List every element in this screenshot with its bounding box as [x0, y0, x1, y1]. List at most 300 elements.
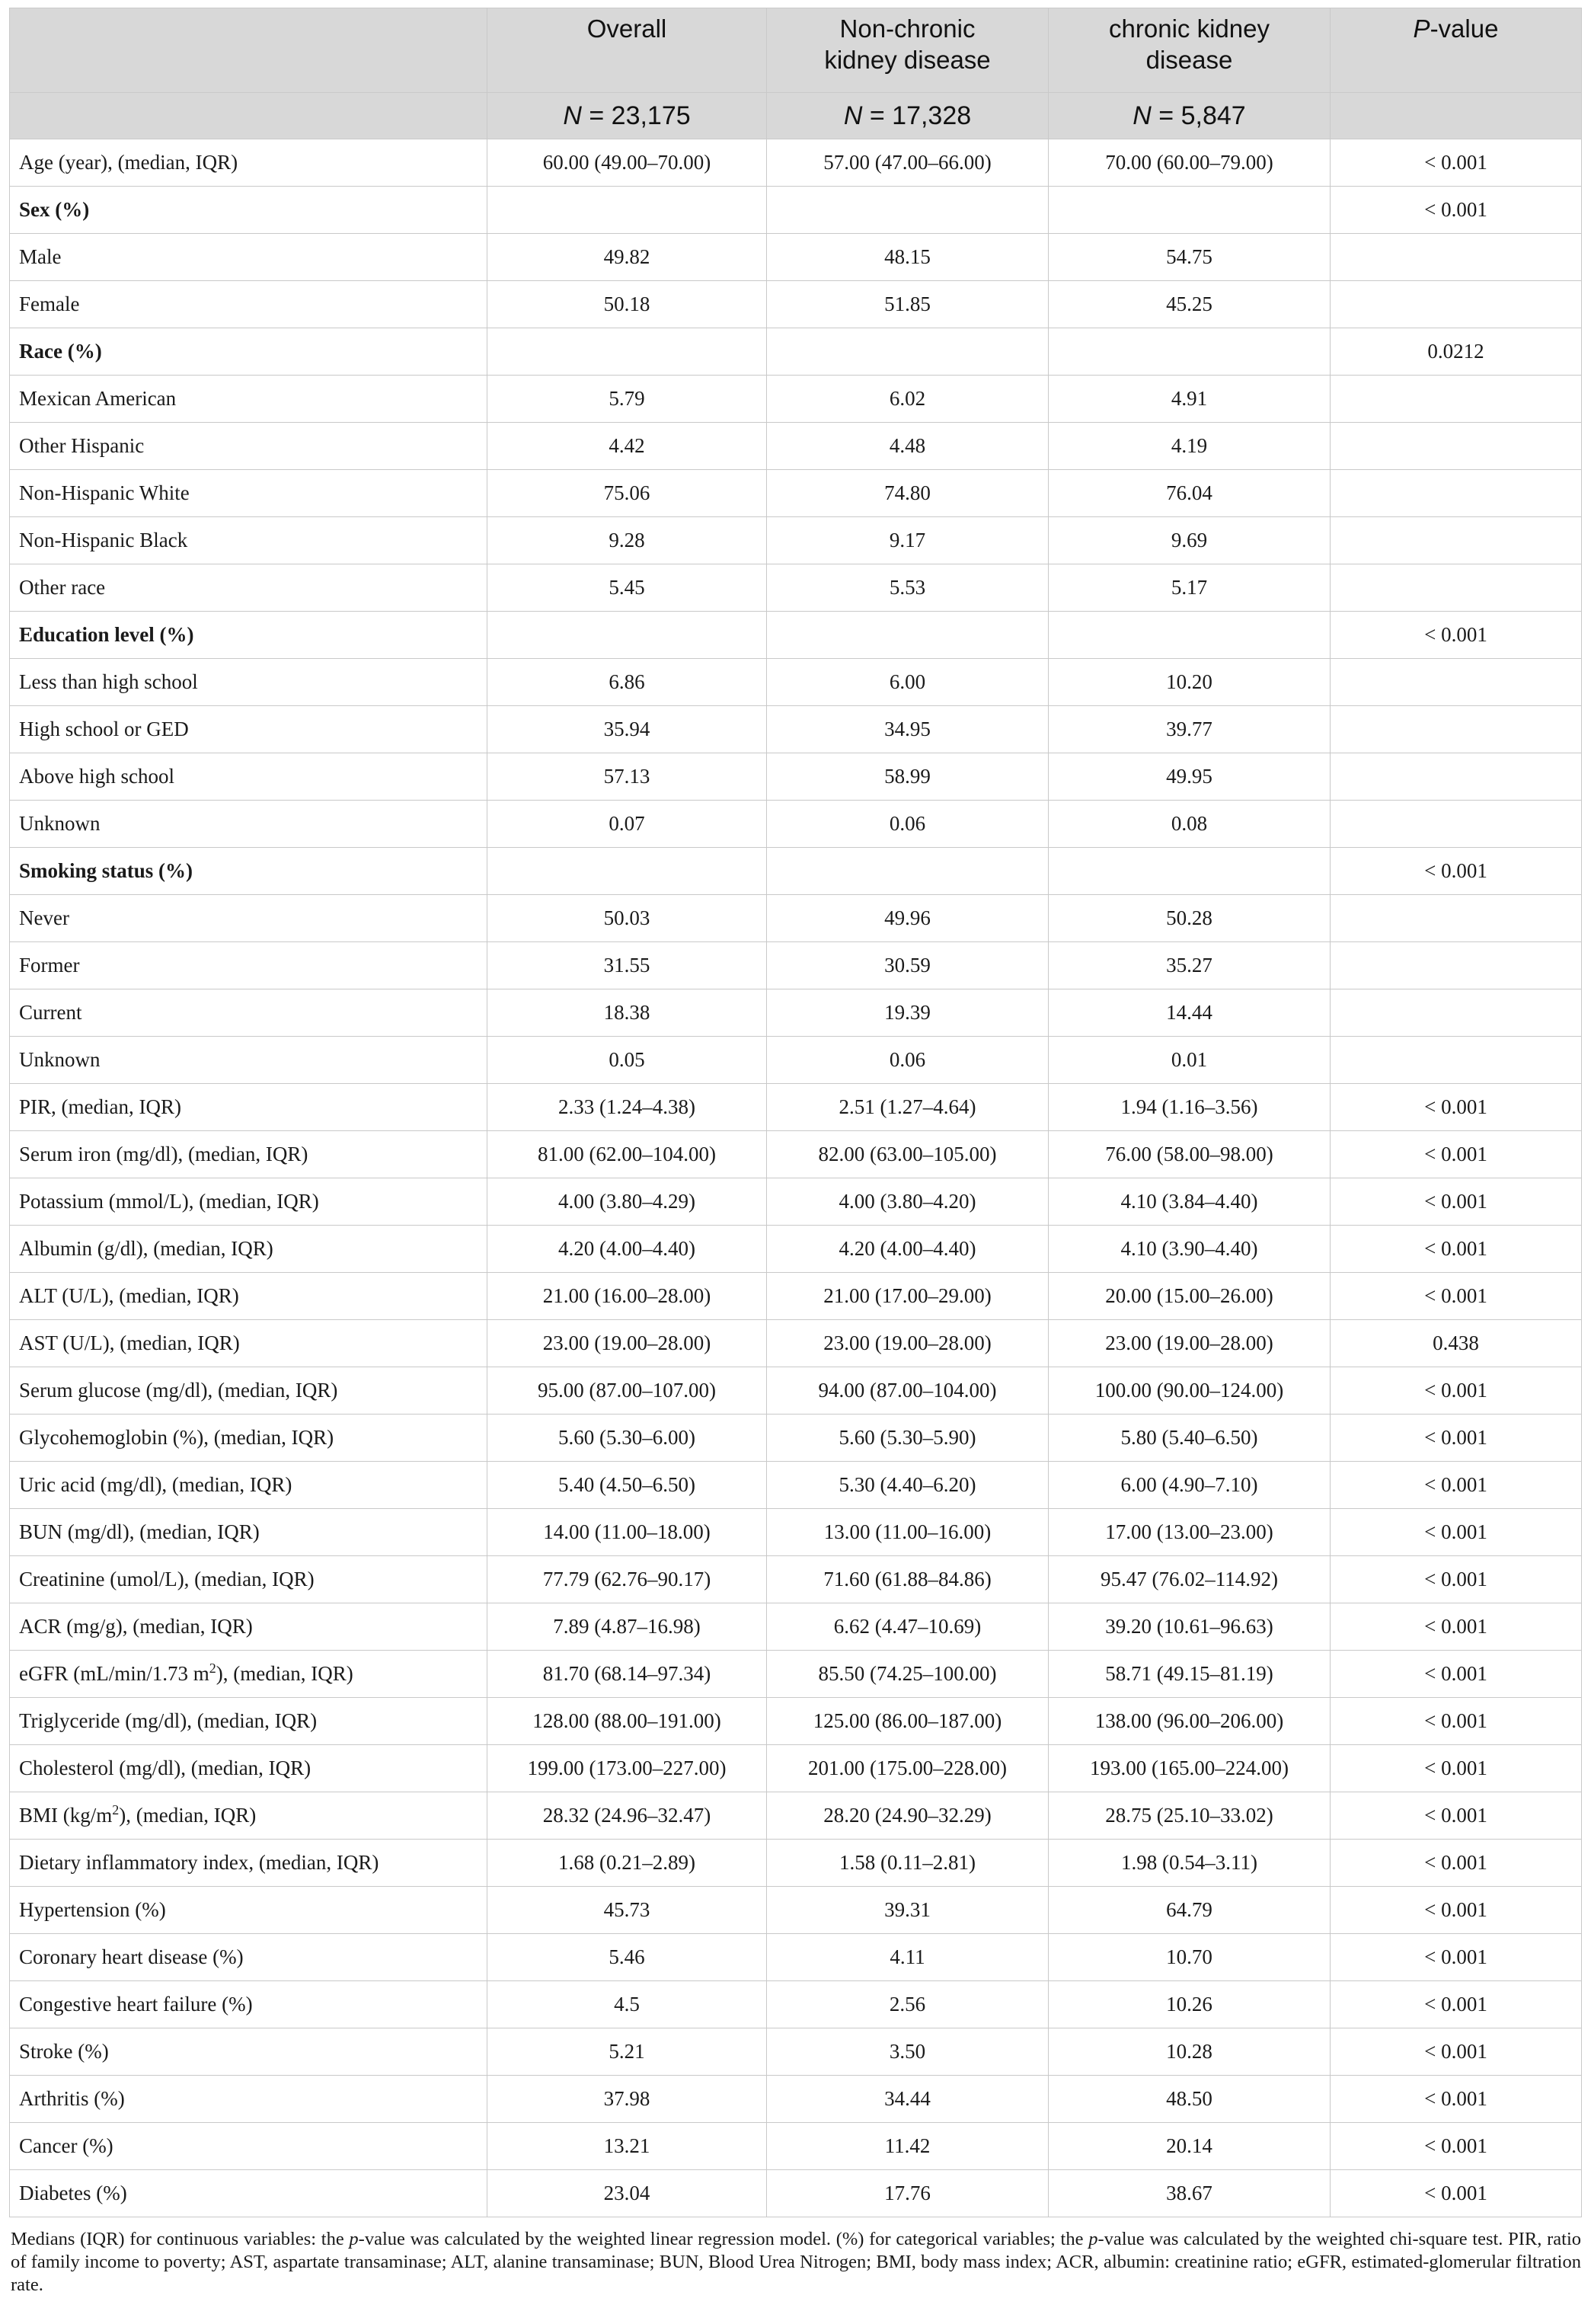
- cell-ckd: 10.20: [1049, 659, 1331, 706]
- cell-ckd: 76.04: [1049, 470, 1331, 517]
- row-label: [10, 1792, 487, 1840]
- cell-ckd: 0.01: [1049, 1037, 1331, 1084]
- row-label: [10, 423, 487, 470]
- cell-non-ckd: 23.00 (19.00–28.00): [767, 1320, 1049, 1367]
- header-ckd-line1: chronic kidney: [1109, 14, 1270, 43]
- cell-ckd: 45.25: [1049, 281, 1331, 328]
- row-label-text: Arthritis (%): [19, 2087, 125, 2110]
- cell-overall: [487, 187, 767, 234]
- cell-p-value: < 0.001: [1331, 139, 1582, 187]
- row-label: [10, 1462, 487, 1509]
- row-label-text: Creatinine (umol/L), (median, IQR): [19, 1568, 315, 1590]
- cell-p-value: < 0.001: [1331, 1698, 1582, 1745]
- row-label: [10, 801, 487, 848]
- cell-non-ckd: 0.06: [767, 801, 1049, 848]
- cell-overall: [487, 328, 767, 376]
- footnote-p-italic-2: p: [1088, 2229, 1098, 2249]
- row-label-text: Potassium (mmol/L), (median, IQR): [19, 1190, 319, 1213]
- cell-non-ckd: 19.39: [767, 989, 1049, 1037]
- cell-p-value: [1331, 753, 1582, 801]
- row-label-text: Male: [19, 245, 62, 268]
- cell-ckd: 76.00 (58.00–98.00): [1049, 1131, 1331, 1178]
- cell-non-ckd: 94.00 (87.00–104.00): [767, 1367, 1049, 1415]
- header-non-ckd: [767, 8, 1049, 93]
- row-label: [10, 139, 487, 187]
- table-row: [10, 1226, 1582, 1273]
- cell-overall: 5.79: [487, 376, 767, 423]
- row-label: [10, 659, 487, 706]
- row-label-text: Current: [19, 1001, 82, 1024]
- cell-non-ckd: [767, 612, 1049, 659]
- table-row: [10, 2123, 1582, 2170]
- cell-p-value: < 0.001: [1331, 1792, 1582, 1840]
- cell-ckd: 5.17: [1049, 564, 1331, 612]
- row-label: [10, 564, 487, 612]
- cell-overall: 57.13: [487, 753, 767, 801]
- row-label-text: Serum glucose (mg/dl), (median, IQR): [19, 1379, 338, 1402]
- header-overall: Overall: [487, 8, 767, 93]
- row-label: [10, 470, 487, 517]
- table-row: [10, 1367, 1582, 1415]
- cell-non-ckd: 125.00 (86.00–187.00): [767, 1698, 1049, 1745]
- cell-p-value: < 0.001: [1331, 1651, 1582, 1698]
- cell-overall: 77.79 (62.76–90.17): [487, 1556, 767, 1603]
- cell-non-ckd: 11.42: [767, 2123, 1049, 2170]
- header-non-ckd-line1: Non-chronic: [839, 14, 976, 43]
- row-label: [10, 1273, 487, 1320]
- n-ckd: [1049, 93, 1331, 139]
- header-non-ckd-line2: kidney disease: [824, 46, 991, 74]
- header-ckd: [1049, 8, 1331, 93]
- row-label-text: ALT (U/L), (median, IQR): [19, 1284, 239, 1307]
- row-label: [10, 1178, 487, 1226]
- row-label: [10, 2076, 487, 2123]
- cell-p-value: < 0.001: [1331, 2028, 1582, 2076]
- table-row: [10, 848, 1582, 895]
- cell-ckd: 9.69: [1049, 517, 1331, 564]
- header-row-groups: [10, 8, 1582, 93]
- header-blank-cell-2: [10, 93, 487, 139]
- table-row: [10, 753, 1582, 801]
- cell-overall: 4.20 (4.00–4.40): [487, 1226, 767, 1273]
- cell-ckd: 4.19: [1049, 423, 1331, 470]
- cell-overall: 14.00 (11.00–18.00): [487, 1509, 767, 1556]
- row-label-text: Race (%): [19, 340, 102, 363]
- row-label-text: Albumin (g/dl), (median, IQR): [19, 1237, 273, 1260]
- cell-ckd: 38.67: [1049, 2170, 1331, 2217]
- row-label-text: High school or GED: [19, 718, 189, 740]
- table-row: [10, 1934, 1582, 1981]
- cell-p-value: [1331, 1037, 1582, 1084]
- row-label: [10, 1603, 487, 1651]
- row-label: [10, 1226, 487, 1273]
- cell-non-ckd: 17.76: [767, 2170, 1049, 2217]
- cell-p-value: < 0.001: [1331, 848, 1582, 895]
- cell-ckd: 23.00 (19.00–28.00): [1049, 1320, 1331, 1367]
- cell-non-ckd: 82.00 (63.00–105.00): [767, 1131, 1049, 1178]
- row-label-text: Non-Hispanic Black: [19, 529, 188, 551]
- table-row: [10, 187, 1582, 234]
- cell-p-value: < 0.001: [1331, 187, 1582, 234]
- cell-ckd: 5.80 (5.40–6.50): [1049, 1415, 1331, 1462]
- cell-ckd: [1049, 187, 1331, 234]
- row-label-text: Dietary inflammatory index, (median, IQR): [19, 1851, 379, 1874]
- cell-non-ckd: 4.48: [767, 423, 1049, 470]
- cell-overall: 4.42: [487, 423, 767, 470]
- row-label: [10, 1320, 487, 1367]
- row-label: [10, 1131, 487, 1178]
- cell-overall: 128.00 (88.00–191.00): [487, 1698, 767, 1745]
- row-label-text: Diabetes (%): [19, 2182, 127, 2204]
- cell-overall: 4.00 (3.80–4.29): [487, 1178, 767, 1226]
- cell-ckd: 64.79: [1049, 1887, 1331, 1934]
- row-label-text: Never: [19, 906, 69, 929]
- table-row: [10, 376, 1582, 423]
- cell-non-ckd: 34.44: [767, 2076, 1049, 2123]
- cell-ckd: [1049, 848, 1331, 895]
- table-row: [10, 1320, 1582, 1367]
- row-label-superscript: 2: [209, 1661, 216, 1676]
- row-label-superscript: 2: [112, 1802, 120, 1817]
- table-row: [10, 1840, 1582, 1887]
- table-row: [10, 1037, 1582, 1084]
- table-row: [10, 1178, 1582, 1226]
- cell-overall: 60.00 (49.00–70.00): [487, 139, 767, 187]
- cell-ckd: 39.77: [1049, 706, 1331, 753]
- cell-p-value: [1331, 989, 1582, 1037]
- cell-p-value: < 0.001: [1331, 1745, 1582, 1792]
- cell-p-value: [1331, 801, 1582, 848]
- cell-non-ckd: 34.95: [767, 706, 1049, 753]
- cell-overall: 23.04: [487, 2170, 767, 2217]
- row-label-text: BMI (kg/m: [19, 1804, 113, 1827]
- table-row: [10, 1651, 1582, 1698]
- cell-p-value: 0.0212: [1331, 328, 1582, 376]
- row-label-text: Age (year), (median, IQR): [19, 151, 238, 174]
- row-label: [10, 1084, 487, 1131]
- cell-overall: 4.5: [487, 1981, 767, 2028]
- header-p-value: [1331, 8, 1582, 93]
- n-label: N: [843, 101, 863, 130]
- cell-ckd: 10.26: [1049, 1981, 1331, 2028]
- table-row: [10, 612, 1582, 659]
- cell-p-value: 0.438: [1331, 1320, 1582, 1367]
- n-non-ckd-value: = 17,328: [862, 101, 972, 130]
- table-body: [10, 139, 1582, 2217]
- row-label-text: BUN (mg/dl), (median, IQR): [19, 1520, 260, 1543]
- row-label-text: AST (U/L), (median, IQR): [19, 1331, 240, 1354]
- cell-p-value: < 0.001: [1331, 1415, 1582, 1462]
- table-row: [10, 2028, 1582, 2076]
- cell-p-value: < 0.001: [1331, 1934, 1582, 1981]
- table-row: [10, 139, 1582, 187]
- row-label: [10, 1556, 487, 1603]
- cell-ckd: 4.91: [1049, 376, 1331, 423]
- table-row: [10, 942, 1582, 989]
- cell-non-ckd: 39.31: [767, 1887, 1049, 1934]
- cell-non-ckd: 5.53: [767, 564, 1049, 612]
- row-label: [10, 989, 487, 1037]
- cell-overall: 0.07: [487, 801, 767, 848]
- row-label-text: Congestive heart failure (%): [19, 1993, 253, 2016]
- cell-non-ckd: 4.00 (3.80–4.20): [767, 1178, 1049, 1226]
- row-label: [10, 1934, 487, 1981]
- cell-ckd: 49.95: [1049, 753, 1331, 801]
- cell-non-ckd: 71.60 (61.88–84.86): [767, 1556, 1049, 1603]
- table-row: [10, 659, 1582, 706]
- row-label: [10, 281, 487, 328]
- cell-overall: 31.55: [487, 942, 767, 989]
- row-label: [10, 1981, 487, 2028]
- cell-ckd: 48.50: [1049, 2076, 1331, 2123]
- cell-overall: 1.68 (0.21–2.89): [487, 1840, 767, 1887]
- footnote-p-italic-1: p: [349, 2229, 359, 2249]
- row-label: [10, 942, 487, 989]
- table-row: [10, 2170, 1582, 2217]
- row-label: [10, 376, 487, 423]
- table-header: [10, 8, 1582, 139]
- table-row: [10, 706, 1582, 753]
- row-label-text: Other Hispanic: [19, 434, 145, 457]
- row-label-text: Cholesterol (mg/dl), (median, IQR): [19, 1757, 311, 1779]
- cell-p-value: [1331, 706, 1582, 753]
- cell-non-ckd: 30.59: [767, 942, 1049, 989]
- cell-p-value: < 0.001: [1331, 1603, 1582, 1651]
- cell-p-value: [1331, 942, 1582, 989]
- row-label: [10, 1698, 487, 1745]
- cell-ckd: 4.10 (3.84–4.40): [1049, 1178, 1331, 1226]
- row-label: [10, 1651, 487, 1698]
- cell-non-ckd: 2.51 (1.27–4.64): [767, 1084, 1049, 1131]
- cell-p-value: [1331, 234, 1582, 281]
- cell-p-value: < 0.001: [1331, 1840, 1582, 1887]
- table-row: [10, 1745, 1582, 1792]
- row-label: [10, 1509, 487, 1556]
- cell-non-ckd: 6.62 (4.47–10.69): [767, 1603, 1049, 1651]
- cell-overall: 2.33 (1.24–4.38): [487, 1084, 767, 1131]
- cell-overall: 81.70 (68.14–97.34): [487, 1651, 767, 1698]
- row-label-text-after: ), (median, IQR): [216, 1662, 353, 1685]
- cell-non-ckd: 6.02: [767, 376, 1049, 423]
- row-label-text: Non-Hispanic White: [19, 481, 190, 504]
- cell-overall: 5.21: [487, 2028, 767, 2076]
- cell-p-value: [1331, 895, 1582, 942]
- cell-p-value: < 0.001: [1331, 1981, 1582, 2028]
- cell-overall: 0.05: [487, 1037, 767, 1084]
- cell-non-ckd: 48.15: [767, 234, 1049, 281]
- row-label-text: PIR, (median, IQR): [19, 1095, 181, 1118]
- cell-ckd: 54.75: [1049, 234, 1331, 281]
- row-label: [10, 2028, 487, 2076]
- cell-non-ckd: 201.00 (175.00–228.00): [767, 1745, 1049, 1792]
- cell-non-ckd: 6.00: [767, 659, 1049, 706]
- cell-ckd: 0.08: [1049, 801, 1331, 848]
- cell-non-ckd: 28.20 (24.90–32.29): [767, 1792, 1049, 1840]
- cell-overall: 35.94: [487, 706, 767, 753]
- cell-non-ckd: 51.85: [767, 281, 1049, 328]
- cell-overall: 21.00 (16.00–28.00): [487, 1273, 767, 1320]
- row-label-text: Unknown: [19, 812, 101, 835]
- cell-non-ckd: 3.50: [767, 2028, 1049, 2076]
- cell-overall: 49.82: [487, 234, 767, 281]
- table-row: [10, 328, 1582, 376]
- cell-non-ckd: 85.50 (74.25–100.00): [767, 1651, 1049, 1698]
- cell-overall: 45.73: [487, 1887, 767, 1934]
- cell-p-value: < 0.001: [1331, 2076, 1582, 2123]
- cell-p-value: [1331, 281, 1582, 328]
- row-label-text: Coronary heart disease (%): [19, 1945, 244, 1968]
- row-label-text: eGFR (mL/min/1.73 m: [19, 1662, 209, 1685]
- cell-overall: 95.00 (87.00–107.00): [487, 1367, 767, 1415]
- cell-p-value: < 0.001: [1331, 1509, 1582, 1556]
- cell-non-ckd: 4.11: [767, 1934, 1049, 1981]
- cell-overall: 5.40 (4.50–6.50): [487, 1462, 767, 1509]
- row-label: [10, 1037, 487, 1084]
- cell-p-value: < 0.001: [1331, 1084, 1582, 1131]
- row-label-text-after: ), (median, IQR): [119, 1804, 257, 1827]
- row-label-text: Cancer (%): [19, 2134, 113, 2157]
- cell-ckd: 39.20 (10.61–96.63): [1049, 1603, 1331, 1651]
- cell-p-value: < 0.001: [1331, 612, 1582, 659]
- cell-ckd: 58.71 (49.15–81.19): [1049, 1651, 1331, 1698]
- row-label: [10, 517, 487, 564]
- cell-non-ckd: 5.30 (4.40–6.20): [767, 1462, 1049, 1509]
- cell-p-value: < 0.001: [1331, 1273, 1582, 1320]
- n-label: N: [1133, 101, 1152, 130]
- row-label-text: Female: [19, 292, 80, 315]
- row-label: [10, 234, 487, 281]
- cell-non-ckd: 1.58 (0.11–2.81): [767, 1840, 1049, 1887]
- row-label-text: Serum iron (mg/dl), (median, IQR): [19, 1143, 308, 1165]
- cell-p-value: [1331, 376, 1582, 423]
- cell-p-value: < 0.001: [1331, 1226, 1582, 1273]
- row-label: [10, 1415, 487, 1462]
- header-blank-cell-3: [1331, 93, 1582, 139]
- cell-p-value: < 0.001: [1331, 2170, 1582, 2217]
- cell-overall: 50.18: [487, 281, 767, 328]
- cell-overall: 5.46: [487, 1934, 767, 1981]
- cell-p-value: < 0.001: [1331, 1131, 1582, 1178]
- header-blank-cell: [10, 8, 487, 93]
- row-label: [10, 328, 487, 376]
- cell-non-ckd: 9.17: [767, 517, 1049, 564]
- cell-ckd: 193.00 (165.00–224.00): [1049, 1745, 1331, 1792]
- header-row-counts: [10, 93, 1582, 139]
- n-non-ckd: [767, 93, 1049, 139]
- row-label-text: Unknown: [19, 1048, 101, 1071]
- cell-non-ckd: 74.80: [767, 470, 1049, 517]
- row-label: [10, 1745, 487, 1792]
- table-row: [10, 1603, 1582, 1651]
- n-overall-value: = 23,175: [581, 101, 691, 130]
- header-ckd-line2: disease: [1145, 46, 1233, 74]
- table-row: [10, 234, 1582, 281]
- table-row: [10, 1273, 1582, 1320]
- cell-p-value: < 0.001: [1331, 1367, 1582, 1415]
- cell-non-ckd: 49.96: [767, 895, 1049, 942]
- cell-overall: 81.00 (62.00–104.00): [487, 1131, 767, 1178]
- cell-p-value: [1331, 470, 1582, 517]
- row-label: [10, 2123, 487, 2170]
- cell-non-ckd: 5.60 (5.30–5.90): [767, 1415, 1049, 1462]
- cell-ckd: 95.47 (76.02–114.92): [1049, 1556, 1331, 1603]
- cell-non-ckd: 57.00 (47.00–66.00): [767, 139, 1049, 187]
- header-p-rest: -value: [1430, 14, 1499, 43]
- cell-p-value: < 0.001: [1331, 2123, 1582, 2170]
- row-label-text: Stroke (%): [19, 2040, 109, 2063]
- row-label-text: Glycohemoglobin (%), (median, IQR): [19, 1426, 334, 1449]
- table-container: [9, 8, 1581, 2297]
- row-label-text: Hypertension (%): [19, 1898, 166, 1921]
- table-row: [10, 2076, 1582, 2123]
- cell-ckd: 50.28: [1049, 895, 1331, 942]
- table-row: [10, 1509, 1582, 1556]
- table-row: [10, 1556, 1582, 1603]
- cell-ckd: 6.00 (4.90–7.10): [1049, 1462, 1331, 1509]
- header-p-italic: P: [1413, 14, 1430, 43]
- row-label-text: Smoking status (%): [19, 859, 193, 882]
- row-label: [10, 187, 487, 234]
- cell-p-value: < 0.001: [1331, 1462, 1582, 1509]
- cell-overall: 199.00 (173.00–227.00): [487, 1745, 767, 1792]
- row-label-text: Above high school: [19, 765, 174, 788]
- cell-overall: 9.28: [487, 517, 767, 564]
- table-row: [10, 1131, 1582, 1178]
- cell-overall: 5.60 (5.30–6.00): [487, 1415, 767, 1462]
- cell-ckd: 20.14: [1049, 2123, 1331, 2170]
- table-row: [10, 470, 1582, 517]
- table-row: [10, 517, 1582, 564]
- row-label: [10, 2170, 487, 2217]
- footnote-part2: -value was calculated by the weighted linear regression model. (%) for categorical variables; the: [358, 2229, 1089, 2249]
- footnote-part1: Medians (IQR) for continuous variables: the: [11, 2229, 350, 2249]
- cell-ckd: 100.00 (90.00–124.00): [1049, 1367, 1331, 1415]
- row-label: [10, 1887, 487, 1934]
- cell-ckd: 138.00 (96.00–206.00): [1049, 1698, 1331, 1745]
- table-row: [10, 1462, 1582, 1509]
- table-row: [10, 1981, 1582, 2028]
- cell-non-ckd: 13.00 (11.00–16.00): [767, 1509, 1049, 1556]
- cell-overall: 13.21: [487, 2123, 767, 2170]
- cell-ckd: 14.44: [1049, 989, 1331, 1037]
- cell-ckd: 1.98 (0.54–3.11): [1049, 1840, 1331, 1887]
- cell-overall: 37.98: [487, 2076, 767, 2123]
- row-label: [10, 753, 487, 801]
- row-label: [10, 848, 487, 895]
- row-label-text: Uric acid (mg/dl), (median, IQR): [19, 1473, 292, 1496]
- row-label: [10, 1367, 487, 1415]
- row-label-text: Former: [19, 954, 80, 977]
- table-row: [10, 1084, 1582, 1131]
- cell-p-value: [1331, 423, 1582, 470]
- cell-ckd: 17.00 (13.00–23.00): [1049, 1509, 1331, 1556]
- row-label-text: Education level (%): [19, 623, 194, 646]
- cell-ckd: 70.00 (60.00–79.00): [1049, 139, 1331, 187]
- cell-ckd: 1.94 (1.16–3.56): [1049, 1084, 1331, 1131]
- row-label-text: ACR (mg/g), (median, IQR): [19, 1615, 253, 1638]
- cell-non-ckd: [767, 328, 1049, 376]
- cell-p-value: [1331, 564, 1582, 612]
- cell-overall: 50.03: [487, 895, 767, 942]
- row-label: [10, 1840, 487, 1887]
- row-label-text: Mexican American: [19, 387, 177, 410]
- table-row: [10, 423, 1582, 470]
- table-row: [10, 1415, 1582, 1462]
- row-label-text: Less than high school: [19, 670, 198, 693]
- row-label: [10, 612, 487, 659]
- table-row: [10, 1792, 1582, 1840]
- cell-overall: 28.32 (24.96–32.47): [487, 1792, 767, 1840]
